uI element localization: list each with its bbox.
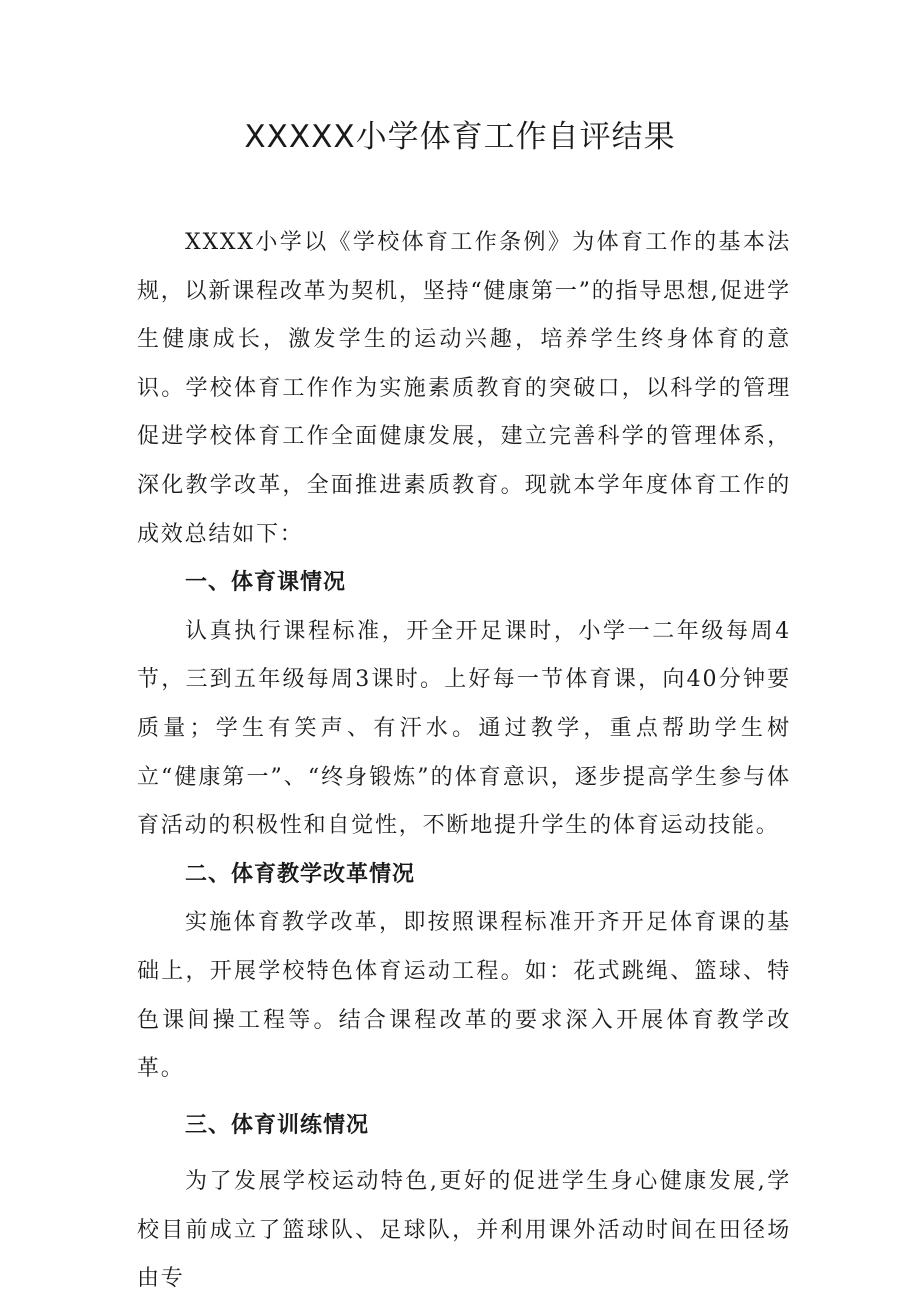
section-heading-pe-classes: 一、体育课情况	[185, 570, 347, 596]
document-body	[137, 219, 791, 1304]
section-body-pe-classes: 认真执行课程标准，开全开足课时，小学一二年级每周4节，三到五年级每周3课时。上好每一节体育课，向40分钟要质量；学生有笑声、有汗水。通过教学，重点帮助学生树立“健康第一”、“终身锻炼”的体育意识，逐步提高学生参与体育活动的积极性和自觉性，不断地提升学生的体育运动技能。	[137, 618, 791, 839]
section-heading-training: 三、体育训练情况	[185, 1112, 370, 1138]
section-heading-teaching-reform: 二、体育教学改革情况	[185, 861, 416, 887]
document-title: XXXXX小学体育工作自评结果	[244, 119, 676, 155]
intro-paragraph: XXXX小学以《学校体育工作条例》为体育工作的基本法规，以新课程改革为契机，坚持“健康第一”的指导思想,促进学生健康成长，激发学生的运动兴趣，培养学生终身体育的意识。学校体育工作作为实施素质教育的突破口，以科学的管理促进学校体育工作全面健康发展，建立完善科学的管理体系，深化教学改革，全面推进素质教育。现就本学年度体育工作的成效总结如下：	[137, 230, 791, 547]
section-body-training: 为了发展学校运动特色,更好的促进学生身心健康发展,学校目前成立了篮球队、足球队，并利用课外活动时间在田径场由专	[137, 1169, 791, 1292]
section-body-teaching-reform: 实施体育教学改革，即按照课程标准开齐开足体育课的基础上，开展学校特色体育运动工程。如：花式跳绳、篮球、特色课间操工程等。结合课程改革的要求深入开展体育教学改革。	[137, 910, 791, 1082]
